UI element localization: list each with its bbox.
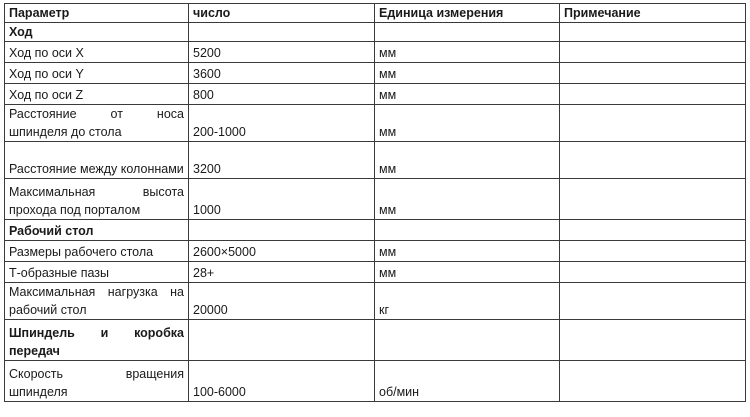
table-row [5, 63, 746, 84]
param-cell: Ход по оси X [5, 42, 189, 63]
value-cell [189, 320, 375, 361]
value-cell: 5200 [189, 42, 375, 63]
unit-cell: мм [375, 142, 560, 179]
param-cell: Расстояние от носа шпинделя до стола [5, 105, 189, 142]
value-cell: 1000 [189, 179, 375, 220]
param-cell: Максимальная нагрузка на рабочий стол [5, 283, 189, 320]
table-row [5, 179, 746, 220]
note-cell [560, 142, 746, 179]
note-cell [560, 262, 746, 283]
table-row [5, 142, 746, 179]
unit-cell [375, 320, 560, 361]
value-cell: 28+ [189, 262, 375, 283]
note-cell [560, 105, 746, 142]
value-cell: 3200 [189, 142, 375, 179]
value-cell [189, 220, 375, 241]
note-cell [560, 179, 746, 220]
table-row [5, 42, 746, 63]
section-row-worktable [5, 220, 746, 241]
param-cell: Ход по оси Z [5, 84, 189, 105]
value-cell [189, 23, 375, 42]
table-header-row [5, 4, 746, 23]
value-cell: 800 [189, 84, 375, 105]
value-cell: 2600×5000 [189, 241, 375, 262]
param-cell: Расстояние между колоннами [5, 142, 189, 179]
header-cell-param: Параметр [5, 4, 189, 23]
unit-cell: об/мин [375, 361, 560, 402]
unit-cell: мм [375, 179, 560, 220]
section-title: Ход [5, 23, 189, 42]
spec-table [4, 3, 746, 402]
note-cell [560, 42, 746, 63]
section-title: Рабочий стол [5, 220, 189, 241]
unit-cell [375, 220, 560, 241]
section-row-spindle [5, 320, 746, 361]
note-cell [560, 63, 746, 84]
unit-cell [375, 23, 560, 42]
note-cell [560, 23, 746, 42]
table-row [5, 241, 746, 262]
value-cell: 100-6000 [189, 361, 375, 402]
unit-cell: мм [375, 262, 560, 283]
unit-cell: мм [375, 105, 560, 142]
header-cell-value: число [189, 4, 375, 23]
note-cell [560, 283, 746, 320]
note-cell [560, 220, 746, 241]
unit-cell: мм [375, 84, 560, 105]
param-cell: Скорость вращения шпинделя [5, 361, 189, 402]
param-cell: Т-образные пазы [5, 262, 189, 283]
header-cell-note: Примечание [560, 4, 746, 23]
note-cell [560, 320, 746, 361]
param-cell: Максимальная высота прохода под порталом [5, 179, 189, 220]
unit-cell: кг [375, 283, 560, 320]
unit-cell: мм [375, 42, 560, 63]
table-row [5, 84, 746, 105]
table-row [5, 283, 746, 320]
section-row-travel [5, 23, 746, 42]
value-cell: 200-1000 [189, 105, 375, 142]
value-cell: 20000 [189, 283, 375, 320]
section-title: Шпиндель и коробка передач [5, 320, 189, 361]
note-cell [560, 361, 746, 402]
table-row [5, 361, 746, 402]
unit-cell: мм [375, 241, 560, 262]
unit-cell: мм [375, 63, 560, 84]
table-row [5, 262, 746, 283]
value-cell: 3600 [189, 63, 375, 84]
table-row [5, 105, 746, 142]
header-cell-unit: Единица измерения [375, 4, 560, 23]
note-cell [560, 84, 746, 105]
param-cell: Ход по оси Y [5, 63, 189, 84]
note-cell [560, 241, 746, 262]
param-cell: Размеры рабочего стола [5, 241, 189, 262]
